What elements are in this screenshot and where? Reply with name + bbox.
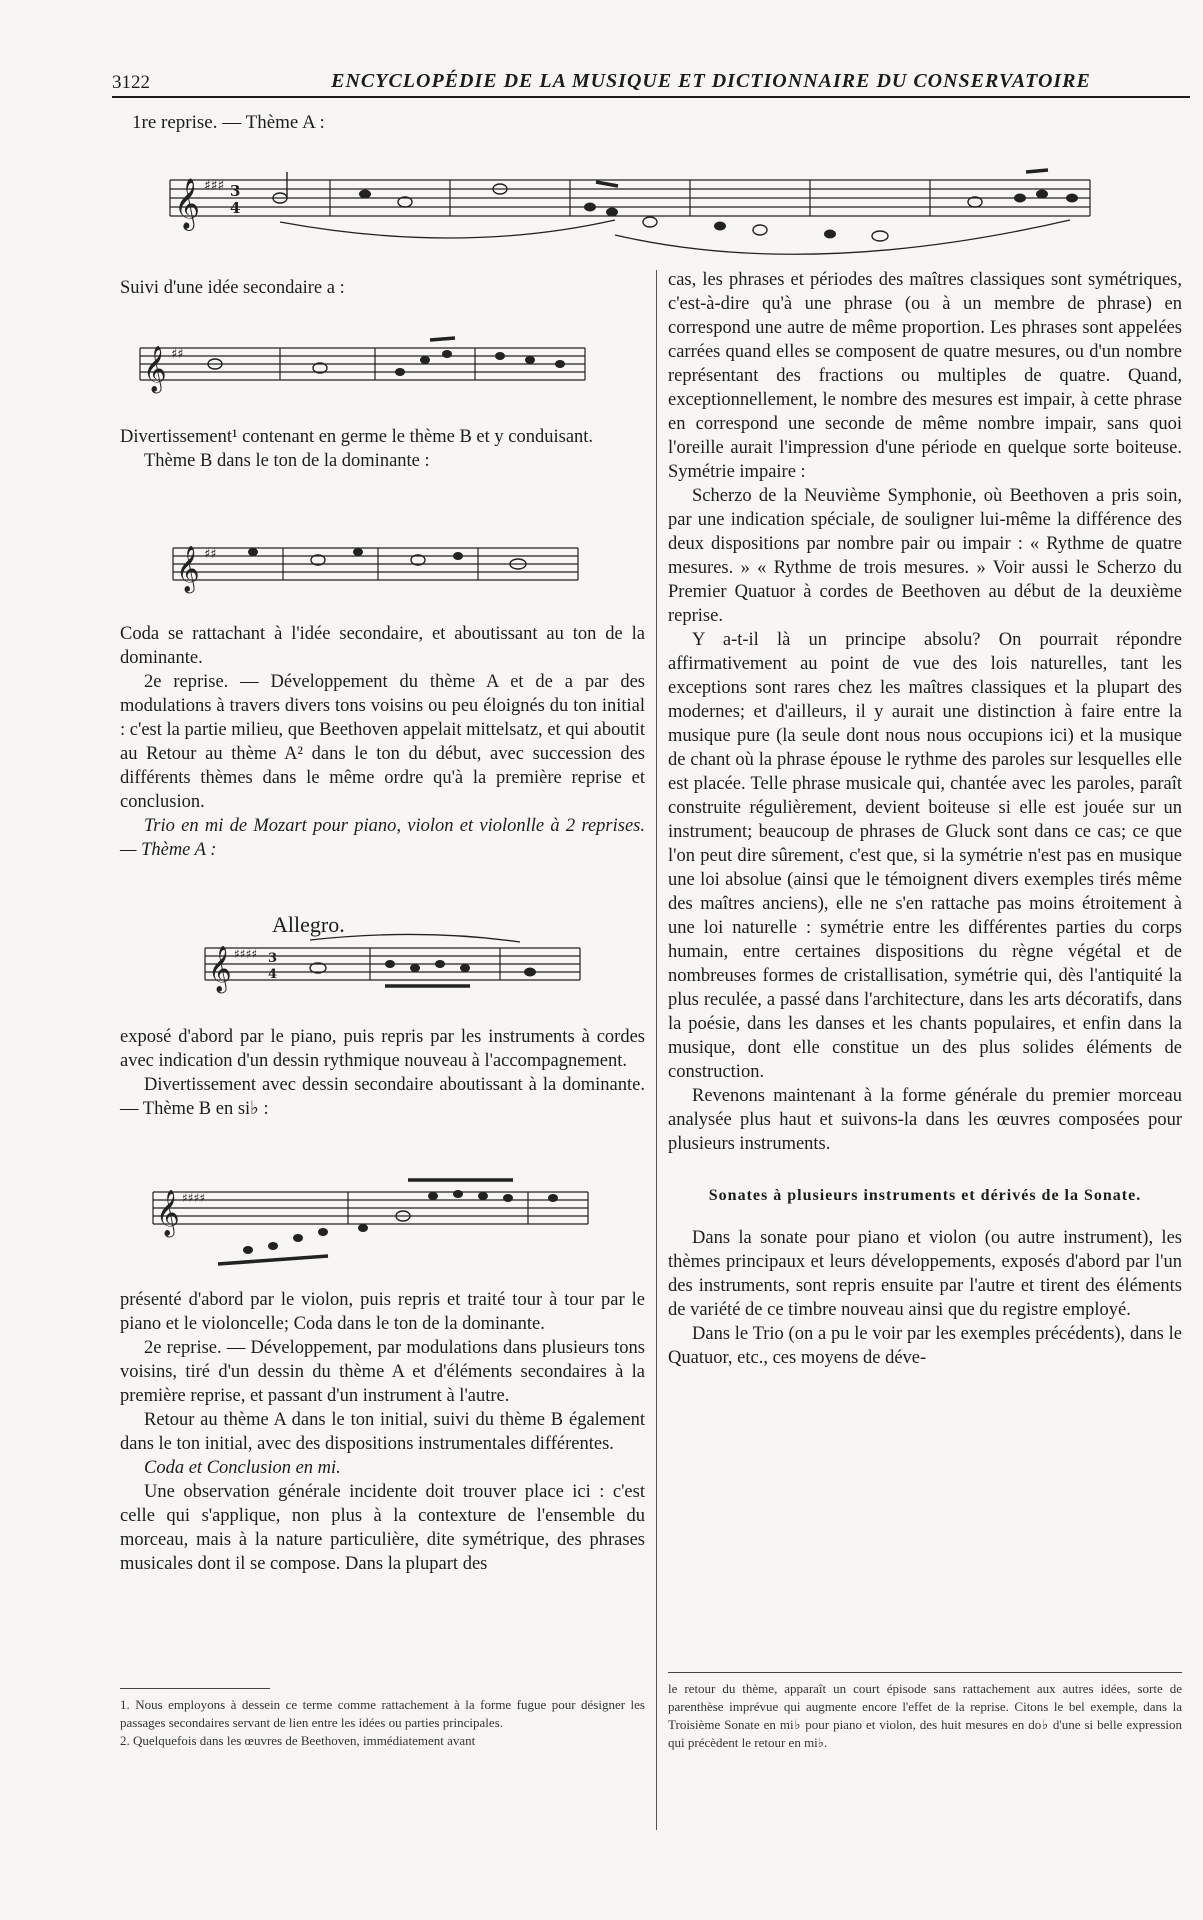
svg-text:𝄞: 𝄞 xyxy=(176,546,200,592)
svg-text:♯♯♯♯: ♯♯♯♯ xyxy=(234,947,258,961)
music-example-idee-secondaire xyxy=(135,330,595,400)
footnotes-left xyxy=(120,1696,645,1750)
allegro-marking: Allegro. xyxy=(272,912,345,937)
coda-text: Coda se rattachant à l'idée secondaire, et aboutissant au ton de la dominante. xyxy=(120,624,645,668)
right-p4: Revenons maintenant à la forme générale du premier morceau analysée plus haut et suivons-la dans les œuvres composées pour plusieurs instruments. xyxy=(668,1086,1182,1154)
footnote-2: 2. Quelquefois dans les œuvres de Beethoven, immédiatement avant xyxy=(120,1733,476,1748)
divert2-text: Divertissement avec dessin secondaire aboutissant à la dominante. — Thème B en si♭ : xyxy=(120,1075,645,1119)
reprise1-label: 1re reprise. — Thème A : xyxy=(132,112,325,133)
column-divider xyxy=(656,270,657,1830)
footnote-2-continued: le retour du thème, apparaît un court épisode sans rattachement aux autres idées, sorte de parenthèse imprévue qui augmente encore l'effet de la reprise. Citons le bel exemple, dans la Troisième Sonate en mi♭ pour piano et violon, des huit mesures en do♭ d'une si belle expression qui précèdent le retour en mi♭. xyxy=(668,1681,1182,1750)
running-title: ENCYCLOPÉDIE DE LA MUSIQUE ET DICTIONNAIRE DU CONSERVATOIRE xyxy=(331,70,1091,92)
svg-text:♯♯: ♯♯ xyxy=(171,347,184,362)
right-p6: Dans le Trio (on a pu le voir par les exemples précédents), dans le Quatuor, etc., ces moyens de déve- xyxy=(668,1324,1182,1368)
svg-text:𝄞: 𝄞 xyxy=(174,178,201,229)
retour-text: Retour au thème A dans le ton initial, suivi du thème B également dans le ton initial, avec des dispositions instrumentales différentes. xyxy=(120,1410,645,1454)
presente-text: présenté d'abord par le violon, puis repris et traité tour à tour par le piano et le violoncelle; Coda dans le ton de la dominante. xyxy=(120,1290,645,1334)
observation-text: Une observation générale incidente doit trouver place ici : c'est celle qui s'applique, non plus à la contexture de l'ensemble du morceau, mais à la nature particulière, dite symétrique, des phrases musicales dont il se compose. Dans la plupart des xyxy=(120,1482,645,1574)
footnote-1: 1. Nous employons à dessein ce terme comme rattachement à la forme fugue pour désigner les passages secondaires servant de lien entre les idées ou parties principales. xyxy=(120,1697,645,1730)
page-header xyxy=(112,70,1190,98)
footnote-rule-left xyxy=(120,1688,270,1689)
left-column-5 xyxy=(120,1288,645,1576)
svg-text:3: 3 xyxy=(268,951,278,966)
right-p5: Dans la sonate pour piano et violon (ou autre instrument), les thèmes principaux et leurs développements, exposés d'abord par l'un des instruments, sont repris ensuite par l'autre et tirent des éléments de variété de ce timbre nouveau ainsi que du registre employé. xyxy=(668,1228,1182,1320)
reprise2-text: 2e reprise. — Développement du thème A et de a par des modulations à travers divers tons voisins ou peu éloignés du ton initial : c'est la partie milieu, que Beethoven appelait mittelsatz, et qui aboutit au Retour au thème A² dans le ton du début, avec succession des différents thèmes dans le même ordre qu'à la première reprise et conclusion. xyxy=(120,672,645,812)
music-example-theme-b xyxy=(168,530,588,600)
right-p3: Y a-t-il là un principe absolu? On pourrait répondre affirmativement au point de vue des lois naturelles, tant les exceptions sont rares chez les maîtres classiques et la plupart des modernes; et d'ailleurs, il y aurait une distinction à faire entre la musique pure (la seule dont nous nous occupions ici) et la musique de chant où la phrase épouse le rythme des paroles sur lesquelles elle est placée. Telle phrase musicale qui, chantée avec les paroles, paraît construite régulièrement, devient boiteuse si elle est jouée sur un instrument; beaucoup de phrases de Gluck sont dans ce cas; ce que l'on peut dire sûrement, c'est que, si la symétrie n'est pas en musique une loi absolue (ainsi que le témoignent divers exemples tirés même des maîtres anciens), elle ne s'en rattache pas moins étroitement à une loi naturelle : symétrie entre les différentes parties du corps humain, entre certaines dispositions du règne végétal et de nombreuses formes de cristallisation, symétrie qui, dès l'antiquité la plus reculée, a passé dans l'architecture, dans les arts décoratifs, dans la poésie, dans les danses et les chants populaires, et enfin dans la musique, dont elle constitue un des plus solides éléments de construction. xyxy=(668,630,1182,1082)
svg-text:4: 4 xyxy=(230,199,241,217)
svg-text:♯♯♯: ♯♯♯ xyxy=(204,178,225,194)
svg-text:♯♯: ♯♯ xyxy=(204,547,217,562)
left-column-2 xyxy=(120,425,645,473)
music-example-allegro xyxy=(200,930,590,1000)
section-title: Sonates à plusieurs instruments et dérivés de la Sonate. xyxy=(708,1187,1142,1204)
svg-text:𝄞: 𝄞 xyxy=(143,346,167,392)
footnote-rule-right xyxy=(668,1672,1182,1673)
svg-text:𝄞: 𝄞 xyxy=(156,1190,180,1236)
left-column xyxy=(120,276,645,300)
svg-text:3: 3 xyxy=(230,182,241,200)
theme-b-text: Thème B dans le ton de la dominante : xyxy=(144,451,430,471)
svg-text:𝄞: 𝄞 xyxy=(208,946,232,992)
left-column-3 xyxy=(120,622,645,862)
right-column xyxy=(668,268,1182,1370)
footnotes-right xyxy=(668,1680,1182,1752)
svg-text:♯♯♯♯: ♯♯♯♯ xyxy=(182,1191,206,1205)
left-column-4 xyxy=(120,1025,645,1121)
suivi-text: Suivi d'une idée secondaire a : xyxy=(120,278,345,298)
divertissement-text: Divertissement¹ contenant en germe le thème B et y conduisant. xyxy=(120,427,594,447)
trio-text: Trio en mi de Mozart pour piano, violon et violonlle à 2 reprises. — Thème A : xyxy=(120,816,645,860)
svg-text:4: 4 xyxy=(268,967,278,982)
right-p2: Scherzo de la Neuvième Symphonie, où Beethoven a pris soin, par une indication spéciale, de souligner lui-même la différence des deux dispositions par nombre pair ou impair : « Rythme de quatre mesures. » « Rythme de trois mesures. » Voir aussi le Scherzo du Premier Quatuor à cordes de Beethoven au début de la deuxième reprise. xyxy=(668,486,1182,626)
music-example-theme-a xyxy=(160,160,1100,255)
right-p1: cas, les phrases et périodes des maîtres classiques sont symétriques, c'est-à-dire qu'à une phrase (ou à un membre de phrase) en correspond une autre de même proportion. Les phrases sont appelées carrées quand elles se composent de quatre mesures, ou d'un nombre représentant des fractions ou multiples de quatre. Quand, exceptionnellement, le nombre des mesures est impair, à cette phrase en correspond une seconde de même nombre impair, sans quoi l'oreille aurait l'impression d'une période en quelque sorte boiteuse. Symétrie impaire : xyxy=(668,270,1182,482)
page-number: 3122 xyxy=(112,72,150,93)
coda2-text: Coda et Conclusion en mi. xyxy=(144,1458,341,1478)
reprise2b-text: 2e reprise. — Développement, par modulations dans plusieurs tons voisins, tiré d'un dessin du thème A et d'éléments secondaires à la première reprise, et passant d'un instrument à l'autre. xyxy=(120,1338,645,1406)
music-example-theme-b-si-bemol xyxy=(148,1172,598,1272)
expose-text: exposé d'abord par le piano, puis repris par les instruments à cordes avec indication d'un dessin rythmique nouveau à l'accompagnement. xyxy=(120,1027,645,1071)
